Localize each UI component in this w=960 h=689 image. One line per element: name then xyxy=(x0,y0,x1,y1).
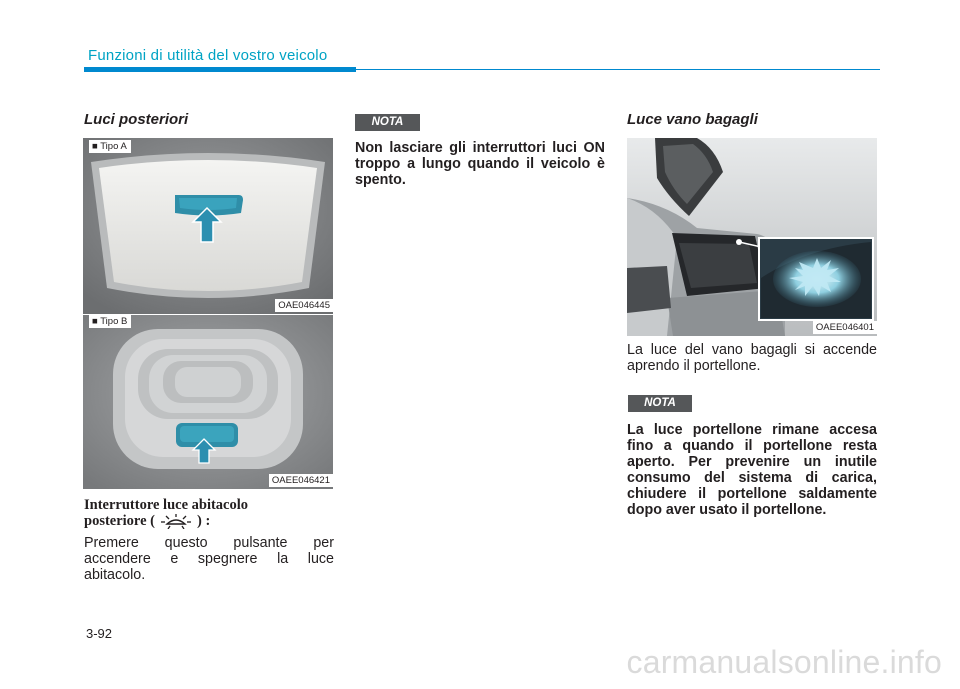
switch-heading-line2: posteriore ( ) : xyxy=(84,513,211,529)
left-paragraph: Premere questo pulsante per accendere e spegnere la luce abitacolo. xyxy=(84,535,334,583)
trunk-light-illustration xyxy=(627,138,877,336)
section-header-title: Funzioni di utilità del vostro veicolo xyxy=(88,47,328,64)
switch-heading xyxy=(84,497,334,529)
figure-b-tag: ■ Tipo B xyxy=(89,315,131,328)
header-rule-thick xyxy=(84,67,356,72)
header-rule-thin xyxy=(356,69,880,70)
page-number: 3-92 xyxy=(86,626,113,641)
figure-tipo-a xyxy=(83,138,333,314)
nota-badge-middle: NOTA xyxy=(355,114,420,131)
rear-lamp-type-a-illustration xyxy=(83,138,333,314)
rear-lamp-type-b-illustration xyxy=(83,315,333,489)
heading-luci-posteriori: Luci posteriori xyxy=(84,111,189,128)
switch-heading-line1: Interruttore luce abitacolo xyxy=(84,497,249,513)
figure-tipo-b xyxy=(83,315,333,489)
figure-a-code: OAE046445 xyxy=(275,299,333,312)
right-paragraph: La luce del vano bagagli si accende aprendo il portellone. xyxy=(627,342,877,374)
middle-nota-text: Non lasciare gli interruttori luci ON troppo a lungo quando il veicolo è spento. xyxy=(355,140,605,188)
square-bullet-icon: ■ xyxy=(92,316,98,327)
watermark: carmanualsonline.info xyxy=(626,644,942,680)
figure-right-code: OAEE046401 xyxy=(813,321,877,334)
heading-luce-vano-bagagli: Luce vano bagagli xyxy=(627,111,758,128)
nota-badge-right: NOTA xyxy=(628,395,692,412)
figure-trunk-light xyxy=(627,138,877,336)
square-bullet-icon: ■ xyxy=(92,141,98,152)
interior-lamp-icon xyxy=(157,513,195,529)
right-nota-text: La luce portellone rimane accesa fino a quando il portellone resta aperto. Per prevenire un inutile consumo del sistema di carica, chiudere il portellone saldamente dopo aver usato il portellone. xyxy=(627,422,877,518)
figure-b-code: OAEE046421 xyxy=(269,474,333,487)
figure-a-tag: ■ Tipo A xyxy=(89,140,131,153)
